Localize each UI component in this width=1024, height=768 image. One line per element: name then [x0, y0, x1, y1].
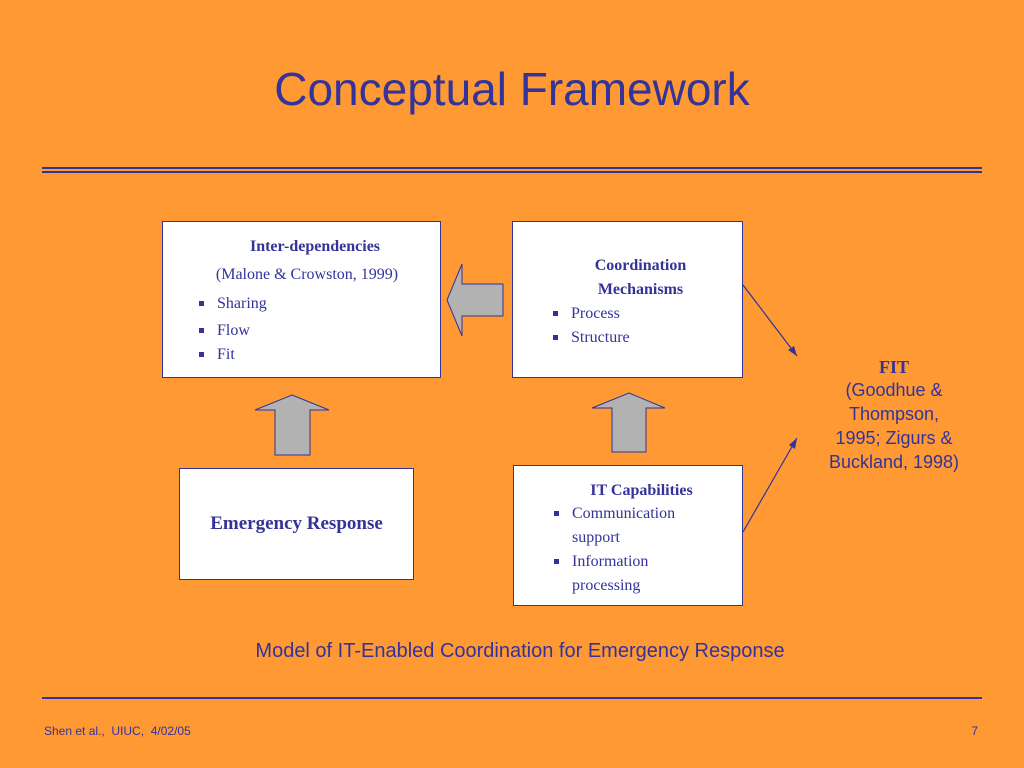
list-item: Sharing	[195, 290, 440, 318]
page-number: 7	[971, 724, 978, 738]
coordination-list	[549, 302, 742, 350]
emergency-response-box	[179, 468, 414, 580]
bullet-icon	[554, 559, 559, 564]
bullet-icon	[553, 311, 558, 316]
it-to-fit-arrowhead	[789, 438, 797, 449]
it-to-fit-line	[743, 438, 797, 532]
fit-title: FIT	[878, 357, 909, 377]
left-block-arrow	[447, 264, 503, 336]
list-item: Flow	[195, 318, 440, 344]
list-item: Communication support	[550, 502, 742, 550]
list-item: Process	[549, 302, 742, 326]
interdependencies-box	[162, 221, 441, 378]
bullet-icon	[199, 301, 204, 306]
footer-author-date: Shen et al., UIUC, 4/02/05	[44, 724, 191, 738]
it-capabilities-box	[513, 465, 743, 606]
emergency-response-title: Emergency Response	[210, 513, 383, 534]
footer-divider	[42, 697, 982, 699]
coordination-title-line2: Mechanisms	[597, 281, 684, 298]
interdependencies-list	[195, 290, 440, 366]
it-capabilities-title: IT Capabilities	[590, 482, 693, 499]
fit-citation-line: Thompson,	[848, 404, 940, 424]
it-capabilities-list	[550, 502, 742, 598]
interdependencies-citation: (Malone & Crowston, 1999)	[215, 266, 399, 283]
fit-citation-line: (Goodhue &	[845, 380, 943, 400]
bullet-icon	[199, 328, 204, 333]
bullet-icon	[199, 352, 204, 357]
slide-title: Conceptual Framework	[274, 63, 750, 115]
bullet-icon	[553, 335, 558, 340]
coordination-to-fit-line	[743, 285, 797, 356]
list-item: Information processing	[550, 550, 742, 598]
up-block-arrow-right	[592, 393, 665, 452]
coordination-mechanisms-box	[512, 221, 743, 378]
fit-label	[806, 356, 982, 474]
up-block-arrow-left	[255, 395, 329, 455]
list-item: Fit	[195, 344, 440, 366]
fit-citation-line: 1995; Zigurs &	[835, 428, 953, 448]
coordination-to-fit-arrowhead	[788, 346, 797, 356]
diagram-caption: Model of IT-Enabled Coordination for Emergency Response	[255, 640, 785, 662]
bullet-icon	[554, 511, 559, 516]
coordination-title-line1: Coordination	[594, 257, 687, 274]
fit-citation-line: Buckland, 1998)	[828, 452, 960, 472]
interdependencies-title: Inter-dependencies	[249, 238, 381, 255]
list-item: Structure	[549, 326, 742, 350]
